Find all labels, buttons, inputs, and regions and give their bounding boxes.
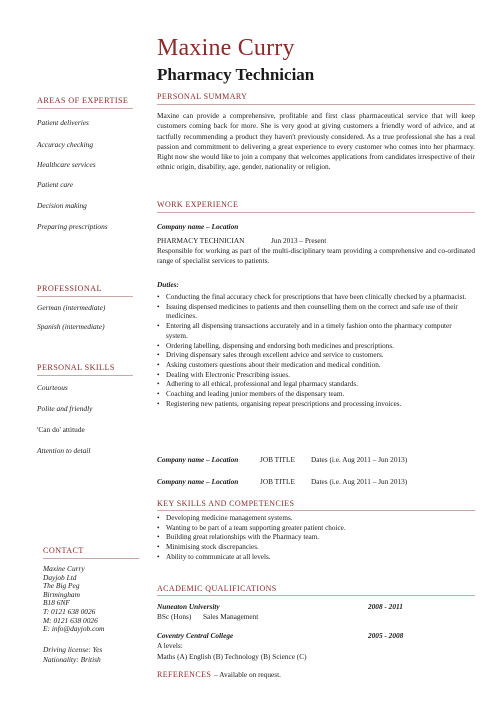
school-years: 2008 - 2011 [368, 602, 403, 611]
role-dates: Jun 2013 – Present [271, 236, 327, 245]
skills-list [157, 514, 475, 563]
job-title: Pharmacy Technician [157, 65, 315, 84]
duties-label: Duties: [157, 280, 179, 289]
skill-item: • Ability to communicate at all levels. [157, 553, 475, 563]
role-title: JOB TITLE [260, 477, 295, 486]
personal-skill-item: Courteous [37, 383, 68, 392]
language-item: Spanish (intermediate) [37, 322, 105, 331]
contact-email[interactable]: E: info@dayjob.com [43, 624, 105, 634]
contact-telephone: T: 0121 638 0026 [43, 606, 96, 616]
divider [157, 510, 475, 511]
summary-text: Maxine can provide a comprehensive, profitable and first class pharmaceutical service that will keep customers coming back for more. She is very good at giving customers a friendly word of advice, and at tactfully recommending a product they haven't previously considered. As a true professional she has a real passion and commitment to delivering a great experience to every customer who comes into her pharmacy. Right now she would like to join a company that welcomes applications from candidates irrespective of their ethnic origin, disability, age, gender, nationality or religion. [157, 111, 475, 172]
skill-item: • Building great relationships with the Pharmacy team. [157, 533, 475, 543]
role-dates: Dates (i.e. Aug 2011 – Jun 2013) [311, 455, 408, 464]
duty-item: • Adhering to all ethical, professional and legal pharmacy standards. [157, 380, 475, 390]
expertise-item: Preparing prescriptions [37, 222, 108, 231]
personal-skill-item: 'Can do' attitude [37, 425, 85, 434]
school-name: Nuneaton University [157, 602, 220, 611]
candidate-name: Maxine Curry [157, 35, 295, 61]
job-row [157, 236, 326, 245]
references-row [157, 670, 281, 679]
duty-item: • Driving dispensary sales through excellent advice and service to customers. [157, 351, 475, 361]
expertise-item: Patient care [37, 180, 74, 189]
nationality: Nationality: British [43, 655, 101, 664]
expertise-heading: AREAS OF EXPERTISE [37, 96, 133, 109]
skill-item: • Wanting to be part of a team supporting greater patient choice. [157, 524, 475, 534]
duties-list [157, 293, 475, 409]
personal-skill-item: Attention to detail [37, 446, 91, 455]
contact-postcode: B18 6NF [43, 598, 70, 608]
school-years: 2005 - 2008 [368, 631, 404, 640]
expertise-item: Patient deliveries [37, 118, 89, 127]
skill-item: • Minimising stock discrepancies. [157, 543, 475, 553]
divider [157, 212, 475, 213]
degree: BSc (Hons) [157, 612, 192, 621]
company-name: Company name – Location [157, 477, 239, 486]
role-description: Responsible for working as part of the multi-disciplinary team providing a comprehensive and co-ordinated range of specialist services to patients. [157, 246, 475, 265]
duty-item: • Conducting the final accuracy check for prescriptions that have been clinically checked by a pharmacist. [157, 293, 475, 303]
duty-item: • Dealing with Electronic Prescribing issues. [157, 371, 475, 381]
a-levels-label: A levels: [157, 641, 183, 650]
contact-mobile: M: 0121 638 0026 [43, 615, 98, 625]
duty-item: • Issuing dispensed medicines to patients and then counselling them on the correct and safe use of their medicines. [157, 303, 475, 322]
personal-skill-item: Polite and friendly [37, 404, 93, 413]
expertise-item: Accuracy checking [37, 140, 94, 149]
expertise-item: Decision making [37, 201, 87, 210]
contact-block [43, 565, 104, 634]
company-name: Company name – Location [157, 455, 239, 464]
company-name: Company name – Location [157, 222, 239, 231]
role-dates: Dates (i.e. Aug 2011 – Jun 2013) [311, 477, 408, 486]
expertise-item: Healthcare services [37, 160, 96, 169]
experience-heading: WORK EXPERIENCE [157, 200, 239, 209]
contact-city: Birmingham [43, 589, 80, 599]
sidebar [37, 96, 147, 109]
contact-heading: CONTACT [43, 546, 139, 559]
contact-name: Maxine Curry [43, 564, 85, 573]
role-title: PHARMACY TECHNICIAN [157, 236, 245, 245]
skills-heading: KEY SKILLS AND COMPETENCIES [157, 499, 295, 508]
education-heading: ACADEMIC QUALIFICATIONS [157, 584, 277, 593]
divider [157, 104, 475, 105]
job-row [157, 455, 407, 464]
duty-item: • Registering new patients, organising repeat prescriptions and processing invoices. [157, 400, 475, 410]
role-title: JOB TITLE [260, 455, 295, 464]
duty-item: • Coaching and leading junior members of the dispensary team. [157, 390, 475, 400]
education-row [157, 602, 403, 611]
education-row [157, 612, 258, 621]
contact-address: The Big Peg [43, 581, 80, 591]
contact-company: Dayjob Ltd [43, 572, 77, 582]
duty-item: • Asking customers questions about their medication and medical condition. [157, 361, 475, 371]
divider [157, 595, 475, 596]
school-name: Coventry Central College [157, 631, 234, 640]
education-row [157, 631, 403, 640]
personal-skills-heading: PERSONAL SKILLS [37, 363, 133, 376]
driving-license: Driving license: Yes [43, 645, 103, 654]
skill-item: • Developing medicine management systems. [157, 514, 475, 524]
a-levels-subjects: Maths (A) English (B) Technology (B) Science (C) [157, 652, 307, 661]
job-row [157, 477, 407, 486]
professional-heading: PROFESSIONAL [37, 284, 133, 297]
language-item: German (intermediate) [37, 303, 106, 312]
degree-subject: Sales Management [203, 612, 259, 621]
duty-item: • Entering all dispensing transactions accurately and in a timely fashion onto the pharmacy computer system. [157, 322, 475, 341]
summary-heading: PERSONAL SUMMARY [157, 92, 248, 101]
references-heading: REFERENCES [157, 670, 212, 679]
references-text: – Available on request. [214, 670, 281, 679]
duty-item: • Ordering labelling, dispensing and endorsing both medicines and prescriptions. [157, 342, 475, 352]
